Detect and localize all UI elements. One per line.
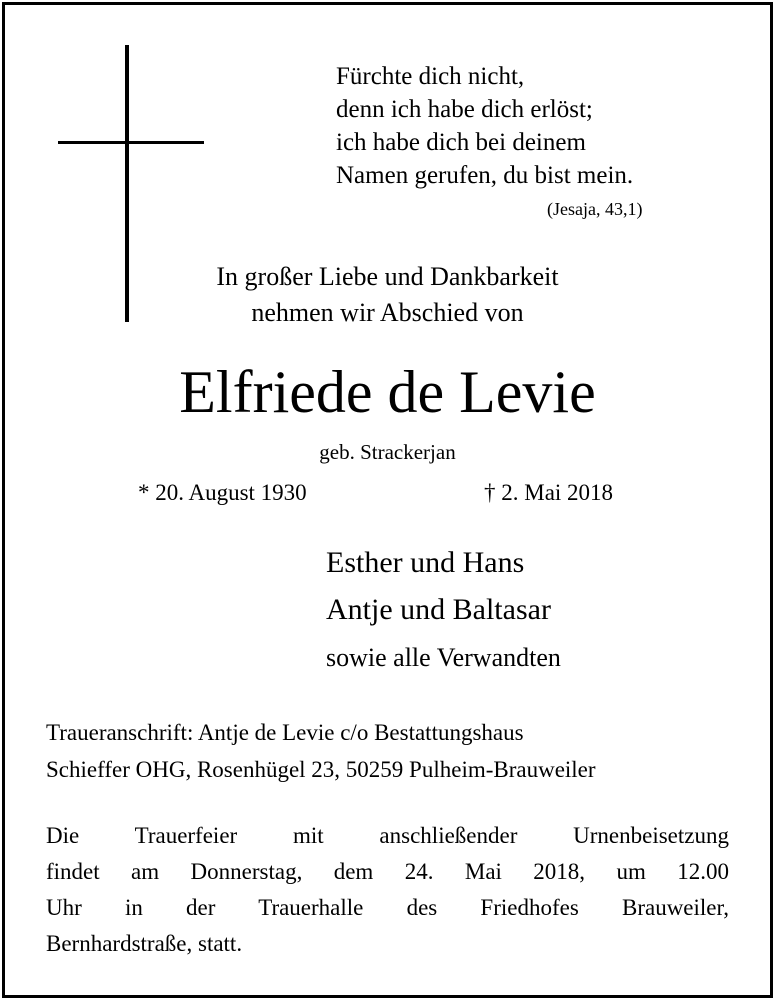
ceremony-line: Bernhardstraße, statt.: [46, 931, 243, 956]
mourner-line: Antje und Baltasar: [326, 593, 551, 626]
death-date: † 2. Mai 2018: [484, 480, 614, 505]
verse-line: Namen gerufen, du bist mein.: [336, 162, 634, 189]
verse-line: Fürchte dich nicht,: [336, 63, 525, 90]
intro-line-1: In großer Liebe und Dankbarkeit: [216, 262, 559, 291]
verse-reference: (Jesaja, 43,1): [547, 199, 643, 219]
maiden-name: geb. Strackerjan: [319, 440, 456, 464]
ceremony-line: Uhr in der Trauerhalle des Friedhofes Brauweiler,: [46, 895, 729, 920]
ceremony-notice: [46, 818, 729, 962]
mourner-line: Esther und Hans: [326, 546, 525, 579]
verse-line: denn ich habe dich erlöst;: [336, 96, 593, 123]
address-line-1: Traueranschrift: Antje de Levie c/o Bestattungshaus: [46, 720, 524, 745]
address-line-2: Schieffer OHG, Rosenhügel 23, 50259 Pulheim-Brauweiler: [46, 757, 596, 782]
bible-verse: [336, 60, 633, 192]
intro-line-2: nehmen wir Abschied von: [251, 298, 524, 327]
ceremony-line: Die Trauerfeier mit anschließender Urnenbeisetzung: [46, 823, 729, 848]
mourner-line: sowie alle Verwandten: [326, 643, 561, 672]
cross-icon-horizontal: [58, 141, 204, 144]
verse-line: ich habe dich bei deinem: [336, 129, 586, 156]
deceased-name: Elfriede de Levie: [179, 359, 596, 425]
ceremony-line: findet am Donnerstag, dem 24. Mai 2018, um 12.00: [46, 859, 729, 884]
birth-date: * 20. August 1930: [138, 480, 307, 505]
